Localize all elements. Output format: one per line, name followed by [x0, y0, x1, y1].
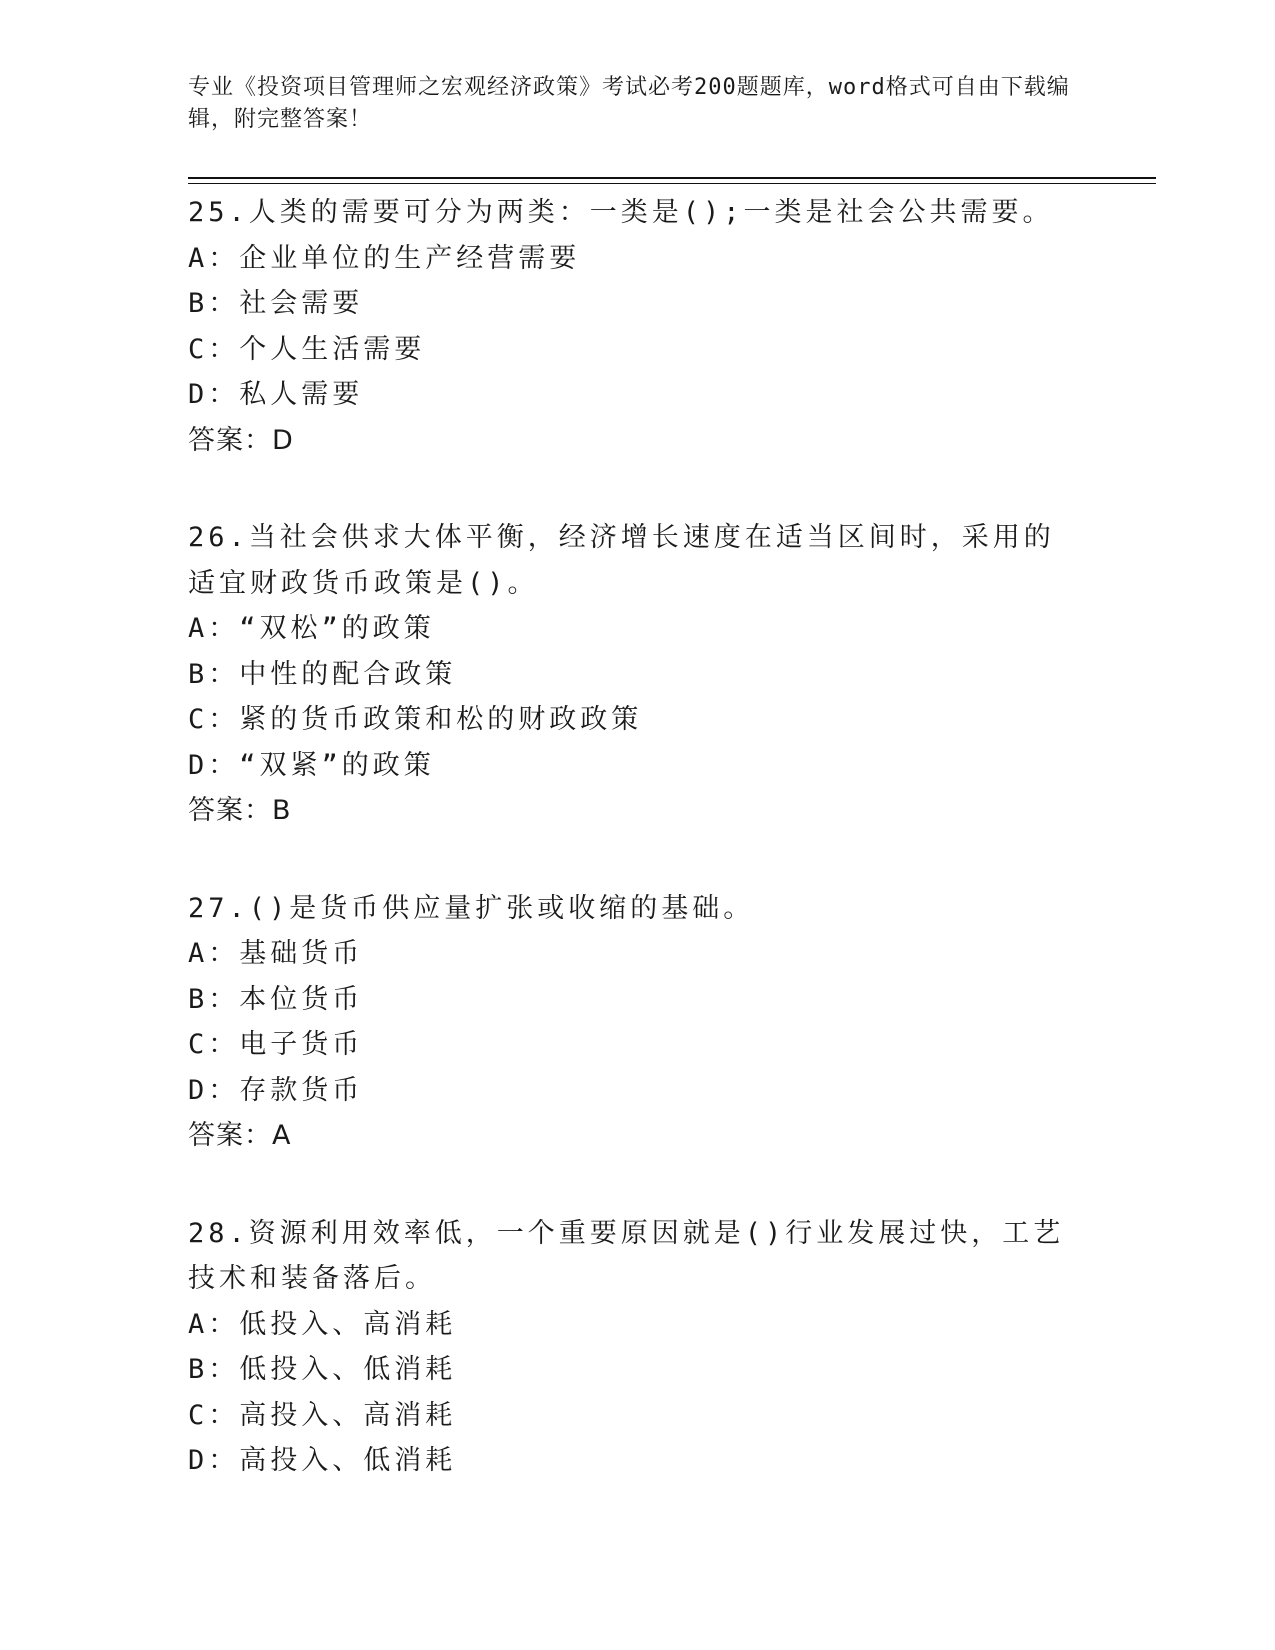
- question-stem: 26.当社会供求大体平衡，经济增长速度在适当区间时，采用的适宜财政货币政策是()。: [188, 522, 1055, 599]
- option-a: A：“双松”的政策: [188, 613, 435, 644]
- header-divider-thick: [188, 177, 1156, 179]
- option-b: B：社会需要: [188, 288, 364, 319]
- option-a: A：基础货币: [188, 938, 364, 969]
- option-d: D：私人需要: [188, 379, 364, 410]
- answer-line: 答案：A: [188, 1120, 292, 1151]
- question-stem: 25.人类的需要可分为两类：一类是();一类是社会公共需要。: [188, 197, 1054, 228]
- option-a: A：低投入、高消耗: [188, 1308, 457, 1340]
- option-c: C：紧的货币政策和松的财政政策: [188, 704, 643, 735]
- option-d: D：存款货币: [188, 1074, 364, 1106]
- document-intro: 专业《投资项目管理师之宏观经济政策》考试必考200题题库，word格式可自由下载编辑，附完整答案！: [188, 75, 1070, 132]
- question-stem: 28.资源利用效率低，一个重要原因就是()行业发展过快，工艺技术和装备落后。: [188, 1217, 1065, 1294]
- option-a: A：企业单位的生产经营需要: [188, 242, 581, 274]
- question-27: [188, 886, 1088, 1159]
- question-26: [188, 515, 1088, 834]
- question-stem: 27.()是货币供应量扩张或收缩的基础。: [188, 892, 755, 924]
- question-list: [188, 190, 1088, 1536]
- answer-line: 答案：B: [188, 795, 292, 826]
- option-c: C：高投入、高消耗: [188, 1399, 457, 1431]
- option-d: D：高投入、低消耗: [188, 1445, 457, 1476]
- option-c: C：电子货币: [188, 1029, 364, 1060]
- question-28: [188, 1211, 1088, 1484]
- option-b: B：中性的配合政策: [188, 658, 457, 690]
- option-d: D：“双紧”的政策: [188, 749, 435, 781]
- option-c: C：个人生活需要: [188, 333, 426, 365]
- answer-line: 答案：D: [188, 424, 294, 456]
- header-divider-thin: [188, 183, 1156, 184]
- question-25: [188, 190, 1088, 463]
- option-b: B：低投入、低消耗: [188, 1354, 457, 1385]
- option-b: B：本位货币: [188, 983, 364, 1015]
